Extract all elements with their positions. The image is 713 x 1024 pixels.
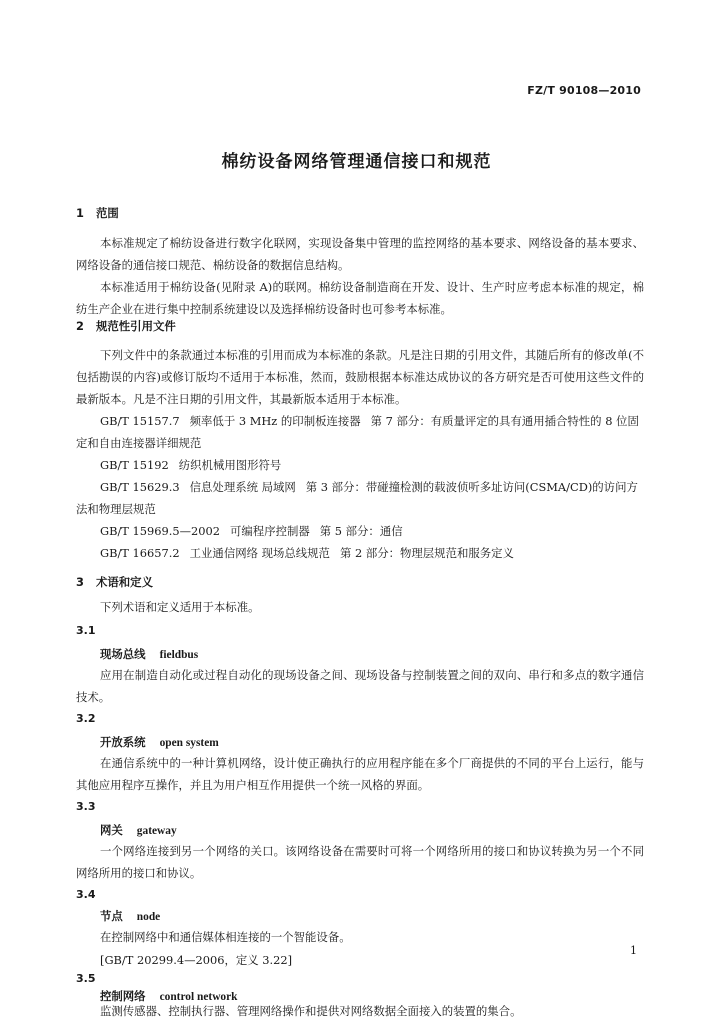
term-en: gateway bbox=[136, 825, 177, 837]
term-number: 3.3 bbox=[76, 800, 96, 813]
term-zh: 控制网络 bbox=[100, 989, 146, 1003]
term-number: 3.2 bbox=[76, 712, 96, 725]
reference-title: 可编程序控制器 bbox=[230, 524, 310, 538]
section-number: 1 bbox=[76, 206, 84, 220]
reference-item bbox=[76, 454, 644, 476]
reference-title: 信息处理系统 局域网 bbox=[189, 480, 296, 494]
term-source-note: [GB/T 20299.4—2006，定义 3.22] bbox=[100, 953, 293, 967]
term-en: open system bbox=[159, 737, 219, 749]
term-number: 3.5 bbox=[76, 972, 96, 985]
term-definition: 在控制网络中和通信媒体相连接的一个智能设备。 bbox=[100, 930, 351, 944]
term-definition: 监测传感器、控制执行器、管理网络操作和提供对网络数据全面接入的装置的集合。 bbox=[100, 1004, 522, 1018]
section-number: 2 bbox=[76, 319, 84, 333]
reference-item bbox=[76, 476, 644, 520]
term-name bbox=[100, 646, 198, 662]
term-definition: 应用在制造自动化或过程自动化的现场设备之间、现场设备与控制装置之间的双向、串行和多点的数字通信技术。 bbox=[76, 668, 644, 704]
term-zh: 开放系统 bbox=[100, 735, 146, 749]
section-title: 范围 bbox=[96, 206, 119, 220]
reference-title: 工业通信网络 现场总线规范 bbox=[189, 546, 330, 560]
term-name bbox=[100, 822, 177, 838]
section-title: 术语和定义 bbox=[96, 575, 153, 589]
reference-code: GB/T 16657.2 bbox=[100, 546, 180, 560]
term-en: fieldbus bbox=[159, 649, 199, 661]
reference-item bbox=[76, 542, 644, 564]
term-zh: 现场总线 bbox=[100, 647, 146, 661]
reference-title: 纺织机械用图形符号 bbox=[178, 458, 282, 472]
reference-part: 第 7 部分：有质量评定的具有通用插合特性的 8 位固定和自由连接器详细规范 bbox=[76, 414, 639, 450]
section-2-heading bbox=[76, 318, 176, 334]
term-number: 3.1 bbox=[76, 624, 96, 637]
paragraph: 本标准适用于棉纺设备(见附录 A)的联网。棉纺设备制造商在开发、设计、生产时应考虑本标准的规定，棉纺生产企业在进行集中控制系统建设以及选择棉纺设备时也可参考本标准。 bbox=[76, 280, 644, 316]
document-title: 棉纺设备网络管理通信接口和规范 bbox=[221, 152, 492, 172]
section-1-heading bbox=[76, 205, 119, 221]
standard-code: FZ/T 90108—2010 bbox=[527, 84, 641, 97]
reference-item bbox=[76, 410, 644, 454]
term-number: 3.4 bbox=[76, 888, 96, 901]
term-name bbox=[100, 734, 219, 750]
section-number: 3 bbox=[76, 575, 84, 589]
reference-part: 第 3 部分：带碰撞检测的载波侦听多址访问(CSMA/CD)的访问方法和物理层规范 bbox=[76, 480, 638, 516]
term-en: control network bbox=[159, 991, 238, 1003]
reference-part: 第 5 部分：通信 bbox=[319, 524, 403, 538]
paragraph: 本标准规定了棉纺设备进行数字化联网，实现设备集中管理的监控网络的基本要求、网络设备的基本要求、网络设备的通信接口规范、棉纺设备的数据信息结构。 bbox=[76, 236, 644, 272]
reference-title: 频率低于 3 MHz 的印制板连接器 bbox=[189, 414, 361, 428]
reference-code: GB/T 15157.7 bbox=[100, 414, 180, 428]
section-3-heading bbox=[76, 574, 153, 590]
reference-item bbox=[76, 520, 644, 542]
reference-code: GB/T 15969.5—2002 bbox=[100, 524, 221, 538]
paragraph: 下列文件中的条款通过本标准的引用而成为本标准的条款。凡是注日期的引用文件，其随后所有的修改单(不包括勘误的内容)或修订版均不适用于本标准，然而，鼓励根据本标准达成协议的各方研究是否可使用这些文件的最新版本。凡是不注日期的引用文件，其最新版本适用于本标准。 bbox=[76, 348, 644, 406]
section-title: 规范性引用文件 bbox=[96, 319, 176, 333]
term-name bbox=[100, 908, 160, 924]
paragraph: 下列术语和定义适用于本标准。 bbox=[100, 600, 260, 614]
page-number: 1 bbox=[630, 944, 637, 957]
term-definition: 在通信系统中的一种计算机网络，设计使正确执行的应用程序能在多个厂商提供的不同的平台上运行，能与其他应用程序互操作，并且为用户相互作用提供一个统一风格的界面。 bbox=[76, 756, 644, 792]
reference-part: 第 2 部分：物理层规范和服务定义 bbox=[339, 546, 514, 560]
term-definition: 一个网络连接到另一个网络的关口。该网络设备在需要时可将一个网络所用的接口和协议转换为另一个不同网络所用的接口和协议。 bbox=[76, 844, 644, 880]
term-zh: 节点 bbox=[100, 909, 123, 923]
reference-code: GB/T 15629.3 bbox=[100, 480, 180, 494]
reference-code: GB/T 15192 bbox=[100, 458, 169, 472]
term-zh: 网关 bbox=[100, 823, 123, 837]
term-en: node bbox=[136, 911, 161, 923]
